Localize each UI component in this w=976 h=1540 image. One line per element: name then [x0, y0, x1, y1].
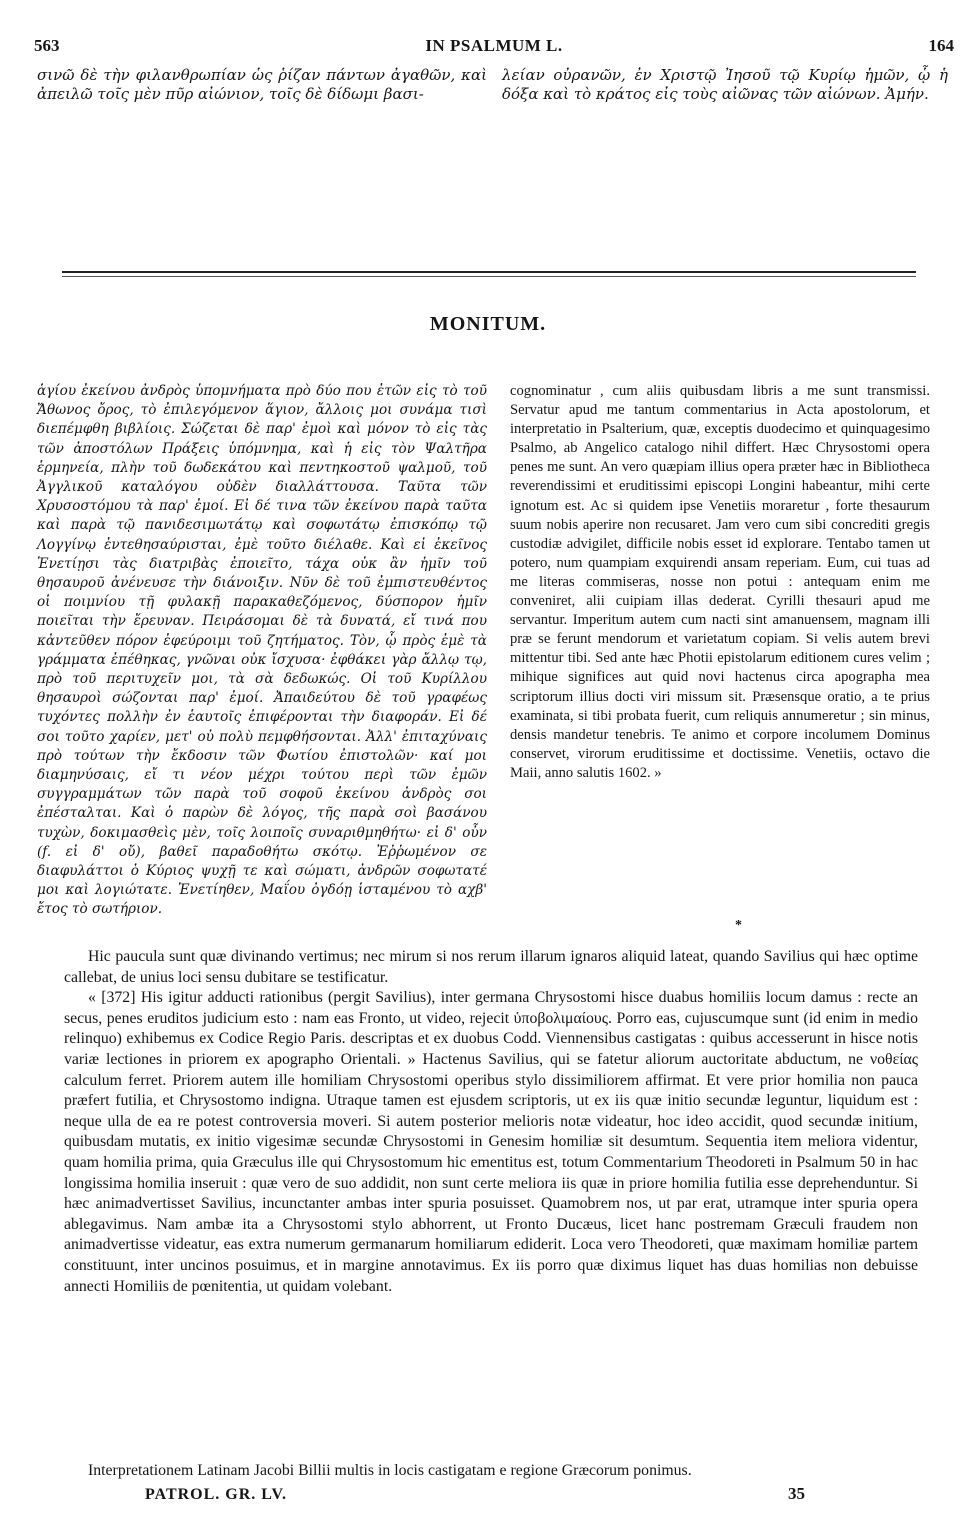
- top-greek-right: [502, 66, 948, 104]
- greek-column: [37, 382, 487, 920]
- latin-column: [510, 382, 930, 783]
- page-header: [34, 36, 954, 62]
- interpretation-note: Interpretationem Latinam Jacobi Billii multis in locis castigatam e regione Græcorum ponimus.: [88, 1462, 692, 1479]
- section-title: MONITUM.: [429, 313, 547, 335]
- latin-column-text: cognominatur , cum aliis quibusdam libris a me sunt transmissi. Servatur apud me tantum commentarius in Acta apostolorum, et interpretatio in Psalterium, quæ, exceptis duodecimo et quinquagesimo Psalmo, ab Angelico catalogo nihil differt. Hæc Chrysostomi opera penes me sunt. An vero quæpiam illius opera præter hæc in Bibliotheca reverendissimi et eruditissimi episcopi Longini habeantur, mihi certe ignotum est. Ac si quidem ipse Venetiis moraretur , forte thesaurum suum nobis aperire non recusaret. Jam vero cum sibi concrediti gregis custodiæ advigilet, difficile nobis esset id explorare. Tentabo tamen ut potero, num quampiam exquirendi ansam reperiam. Eum, cui tuas ad me literas commiseras, nosse non potui : antequam enim me conveniret, alii cuipiam illas dederat. Cyrilli thesauri apud me servantur. Imperitum autem cum nacti sint amanuensem, magnam illi præ se ferunt mendorum et varietatum copiam. Si velis autem brevi mittentur tibi. Sed ante hæc Photii epistolarum editionem cures velim ; mihique significes aut quid novi hactenus circa apographa mea scriptorum illius docti viri missum sit. Præsensque oratio, a te prius examinata, si tibi probata fuerit, cum reliquis annumeretur ; sin minus, densis mandetur tenebris. Te animo et corpore incolumem Dominus conservet, virorum eruditissime et doctissime. Venetiis, octavo die Maii, anno salutis 1602. »: [510, 383, 930, 781]
- top-greek-left: [37, 66, 487, 104]
- notes-section: [64, 947, 918, 1297]
- note-paragraph: « [372] His igitur adducti rationibus (pergit Savilius), inter germana Chrysostomi hisce duabus homiliis locum damus : recte an secus, penes eruditos judicium esto : nam eas Fronto, ut video, rejecit ὑποβολιμαίους. Porro eas, cujuscumque sunt (id enim in medio relinquo) exhibemus ex Codice Regio Paris. descriptas et ex duobus Codd. Viennensibus castigatas : quibus accesserunt in hisce notis variæ lectiones in priorem ex apographo Orientali. » Hactenus Savilius, qui se fatetur aliorum auctoritate abductum, ne νοθείας calculum ferret. Priorem autem ille homiliam Chrysostomi operibus stylo dissimiliorem affirmat. Et vere prior homilia non pauca præfert futilia, et Chrysostomo indigna. Utraque tamen est ejusdem scriptoris, ut ex iis quæ initio secundæ leguntur, liquidum est : neque ulla de ea re potest controversia moveri. Si autem posterior melioris notæ videatur, hoc ideo accidit, quod secundæ initium, quibusdam mutatis, ex initio vigesimæ secundæ Chrysostomi in Genesim homiliæ sit desumtum. Sequentia item meliora videntur, quam homilia prima, quia Græculus ille qui Chrysostomum hic ementitus est, totum Commentarium Theodoreti in Psalmum 50 in hac longissima homilia inseruit : quæ vero de suo addidit, non sunt certe meliora iis quæ in priore homilia futilia esse deprehenduntur. Si hæc animadvertisset Savilius, incunctanter ambas inter spuria posuisset. Quamobrem nos, ut par erat, utramque inter spuria opera ablegavimus. Nam ambæ ita a Chrysostomi stylo abhorrent, ut Fronto Ducæus, licet hanc postremam Græculi fraudem non animadvertisse videatur, eas extra numerum germanarum homiliarum ediderit. Loca vero Theodoreti, quæ maximam homiliæ partem constituunt, inter uncinos posuimus, et in margine annotavimus. Ex iis porro quæ diximus liquet has duas homilias non debuisse annecti Homiliis de pœnitentia, ut quidam volebant.: [64, 989, 918, 1295]
- section-divider-thin: [62, 276, 916, 277]
- top-greek-left-text: σινῶ δὲ τὴν φιλανθρωπίαν ὡς ῥίζαν πάντων ἀγαθῶν, καὶ ἀπειλῶ τοῖς μὲν πῦρ αἰώνιον, τοῖς δὲ δίδωμι βασι-: [37, 66, 487, 103]
- running-title: IN PSALMUM L.: [425, 36, 563, 55]
- signature-mark: 35: [788, 1484, 805, 1503]
- page-number-left: 563: [34, 36, 60, 55]
- note-paragraph: Hic paucula sunt quæ divinando vertimus; nec mirum si nos rerum illarum ignaros aliquid lateat, quando Savilius qui hæc optime callebat, de unius loci sensu dubitare se testificatur.: [64, 948, 918, 986]
- series-mark: PATROL. GR. LV.: [145, 1486, 287, 1503]
- page-number-right: 164: [928, 36, 954, 55]
- greek-column-text: ἁγίου ἐκείνου ἀνδρὸς ὑπομνήματα πρὸ δύο που ἐτῶν εἰς τὸ τοῦ Ἄθωνος ὄρος, τὸ ἐπιλεγόμενον ἅγιον, ἄλλοις μοι συνάμα τισὶ διεπέμφθη βιβλίοις. Σώζεται δὲ παρ' ἐμοὶ καὶ μόνον τὸ εἰς τὰς τῶν ἀποστόλων Πράξεις ὑπόμνημα, καὶ ἡ εἰς τὸν Ψαλτῆρα ἑρμηνεία, πλὴν τοῦ δωδεκάτου καὶ πεντηκοστοῦ ψαλμοῦ, τοῦ Ἀγγλικοῦ καταλόγου οὐδὲν διαλλάττουσα. Ταῦτα τῶν Χρυσοστόμου τὰ παρ' ἐμοί. Εἰ δέ τινα τῶν ἐκείνου παρὰ ταῦτα καὶ παρὰ τῷ πανιδεσιμωτάτῳ καὶ σοφωτάτῳ ἐπισκόπῳ τῷ Λογγίνῳ ἐντεθησαύρισται, ἐμὲ τοῦτο διέλαθε. Καὶ εἰ ἐκεῖνος Ἐνετίῃσι τὰς διατριβὰς ἐποιεῖτο, τάχα οὐκ ἂν ἡμῖν τοῦ θησαυροῦ ἀνένευσε τὴν διάνοιξιν. Νῦν δὲ τοῦ ἐμπιστευθέντος οἱ ποιμνίου τῇ φυλακῇ παρακαθεζόμενος, δύσπορον ἡμῖν ποιεῖται τὴν ἔρευναν. Πειράσομαι δὲ τὰ δυνατά, εἴ τινά που κἀντεῦθεν πόρον ἐφεύροιμι τοῦ ζητήματος. Τὸν, ᾧ πρὸς ἐμὲ τὰ γράμματα ἐπέθηκας, γνῶναι οὐκ ἴσχυσα· ἐφθάκει γὰρ ἄλλῳ τῳ, πρὸ τοῦ περιτυχεῖν μοι, τὰ σὰ δεδωκώς. Οἱ τοῦ Κυρίλλου θησαυροὶ σώζονται παρ' ἐμοί. Ἀπαιδεύτου δὲ τοῦ γραφέως τυχόντες πολλὴν ἐν ἑαυτοῖς ἐπιφέρονται τὴν διαφοράν. Εἰ δέ σοι τοῦτο χαρίεν, μετ' οὐ πολὺ πεμφθήσονται. Ἀλλ' ἐπιταχύναις πρὸ τούτων τὴν ἔκδοσιν τῶν Φωτίου ἐπιστολῶν· καί μοι διαμηνύσαις, εἴ τι νέον μέχρι τούτου περὶ τῶν ἐμῶν συγγραμμάτων τῶν παρὰ τοῦ σοφοῦ ἐκείνου ἀνδρὸς σοι ἐπέσταλται. Καὶ ὁ παρὼν δὲ λόγος, τῆς παρὰ σοὶ βασάνου τυχὼν, δοκιμασθεὶς μὲν, τοῖς λοιποῖς συναριθμηθήτω· εἰ δ' οὖν (f. εἰ δ' οὔ), βαθεῖ παραδοθήτω σκότῳ. Ἐῤῥωμένον σε διαφυλάττοι ὁ Κύριος ψυχῇ τε καὶ σώματι, ἀνδρῶν σοφωτατέ μοι καὶ λογιώτατε. Ἐνετίηθεν, Μαΐου ὀγδόῃ ἱσταμένου τὸ αχβ' ἔτος τὸ σωτήριον.: [37, 383, 487, 918]
- top-greek-right-text: λείαν οὐρανῶν, ἐν Χριστῷ Ἰησοῦ τῷ Κυρίῳ ἡμῶν, ᾧ ἡ δόξα καὶ τὸ κράτος εἰς τοὺς αἰῶνας τῶν αἰώνων. Ἀμήν.: [502, 66, 948, 103]
- asterisk-mark: *: [735, 918, 742, 933]
- section-divider: [62, 271, 916, 273]
